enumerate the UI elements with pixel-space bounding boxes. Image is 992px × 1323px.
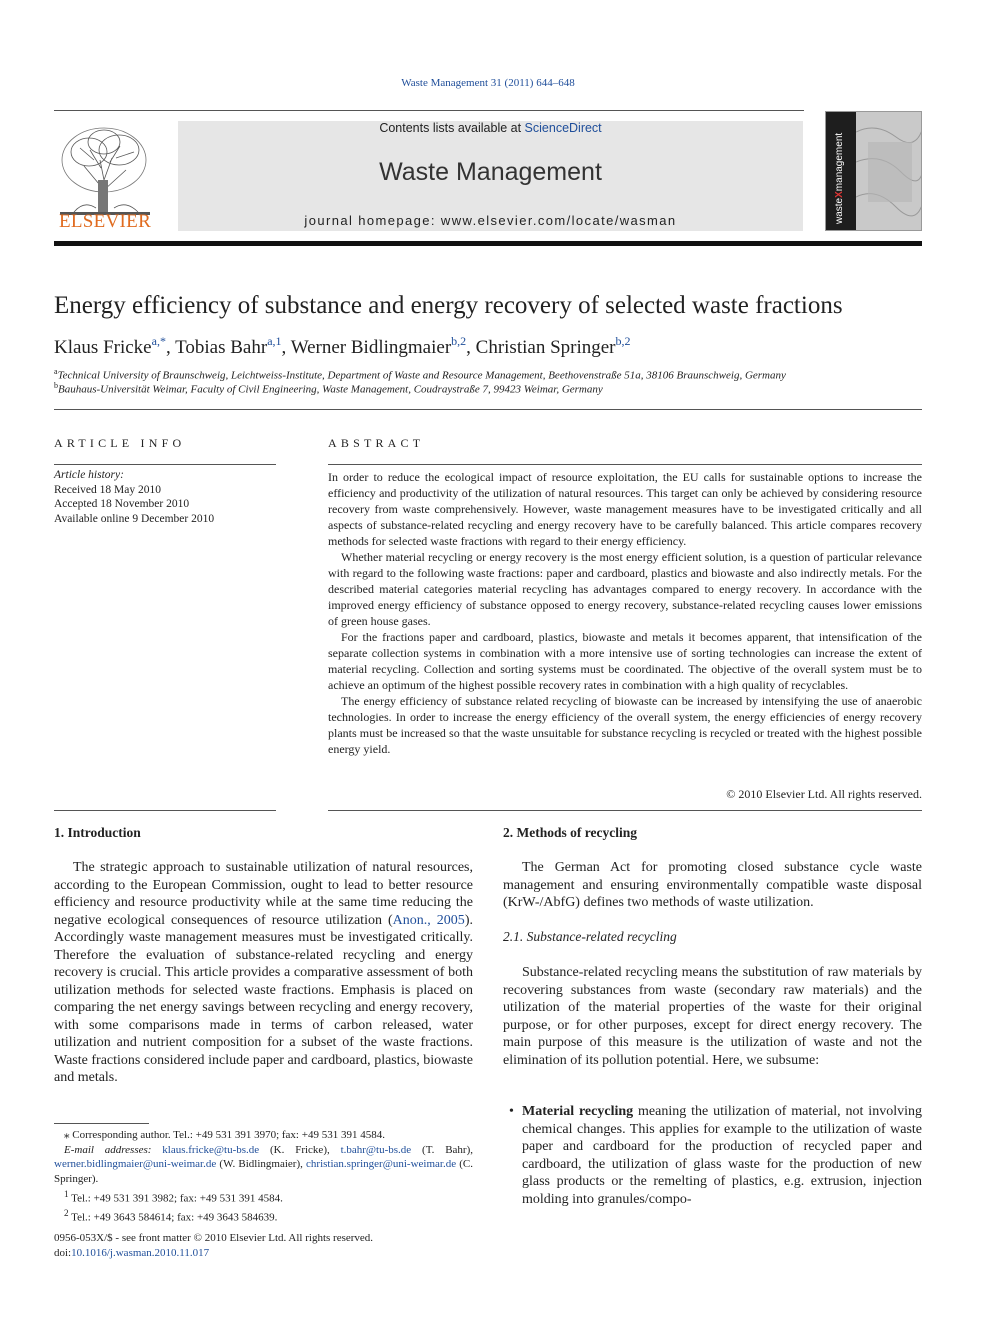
substance-recycling-body (503, 964, 922, 1069)
footnote-1 (54, 1187, 473, 1206)
header-thick-rule (54, 241, 922, 246)
cover-title-part1: waste (834, 197, 845, 224)
doi-prefix: doi: (54, 1246, 72, 1259)
email-link[interactable]: werner.bidlingmaier@uni-weimar.de (54, 1158, 217, 1171)
affiliation-b (54, 381, 922, 396)
affiliation-mark: a (54, 367, 58, 376)
section-heading-methods: 2. Methods of recycling (503, 825, 637, 840)
article-info-rule (54, 464, 276, 465)
reference-link[interactable]: Anon., 2005 (392, 912, 465, 928)
affiliation-mark: b (54, 381, 58, 390)
doi-line (54, 1246, 554, 1261)
intro-text-2: ). Accordingly waste management measures must be investigated critically. Therefore the evaluation of substance-related recycling and energy recovery is crucial. This article provides a comparative assessment of both utilization methods for selected waste fractions. Emphasis is placed on comparing the net energy savings between recycling and energy recovery, with some comparisons made in terms of carbon released, water utilization and nutrient composition for a subset of the waste fractions. Waste fractions considered include paper and cardboard, plastics, biowaste and metals. (54, 912, 473, 1085)
title-rule (54, 409, 922, 410)
affiliation-text: Technical University of Braunschweig, Leichtweiss-Institute, Department of Waste and Resource Management, Beethovenstraße 51a, 38106 Braunschweig, Germany (57, 369, 786, 382)
abstract-copyright: © 2010 Elsevier Ltd. All rights reserved. (726, 787, 922, 801)
issn-doi-block (54, 1231, 554, 1260)
article-info-bottom-rule (54, 810, 276, 811)
intro-text-1: The strategic approach to sustainable utilization of natural resources, according to the European Commission, ought to lead to better resource efficiency and resource productivity while at the same time reducing the negative ecological consequences of resource utilization ( (54, 860, 473, 928)
author-list: Klaus Fricke$^{a,*}$, Tobias Bahr$^{a,1}$, Werner Bidlingmaier$^{b,2}$, Christian Springer$^{b,2}$ (54, 334, 631, 358)
abstract-rule (328, 464, 922, 465)
author-name[interactable]: Werner Bidlingmaier (290, 337, 452, 358)
footnote-rule (54, 1123, 149, 1124)
author-name[interactable]: Christian Springer (475, 337, 616, 358)
email-link[interactable]: t.bahr@tu-bs.de (340, 1143, 412, 1156)
journal-header-box (178, 121, 803, 231)
abstract-body (328, 469, 922, 757)
abstract-bottom-rule (328, 810, 922, 811)
footnote-text: Tel.: +49 531 391 3982; fax: +49 531 391 4584. (71, 1192, 283, 1205)
history-online: Available online 9 December 2010 (54, 512, 215, 525)
subsection-heading-substance-recycling: 2.1. Substance-related recycling (503, 929, 677, 944)
section-heading-introduction: 1. Introduction (54, 825, 141, 840)
footnotes (54, 1128, 473, 1226)
abstract-label: ABSTRACT (328, 436, 425, 450)
footnote-text: Tel.: +49 3643 584614; fax: +49 3643 584639. (71, 1211, 278, 1224)
author-sup[interactable]: a,* (151, 334, 166, 348)
methods-body (503, 859, 922, 912)
bullet-item-material-recycling (522, 1103, 922, 1208)
email-owner: (W. Bidlingmaier), (216, 1158, 307, 1171)
cover-title-part2: management (834, 132, 845, 192)
cover-title: wasteXmanagement (834, 132, 845, 224)
email-label: E-mail addresses: (64, 1143, 152, 1156)
email-owner: (K. Fricke), (259, 1143, 341, 1156)
email-link[interactable]: klaus.fricke@tu-bs.de (162, 1143, 260, 1156)
footnote-mark: 2 (64, 1208, 69, 1219)
history-heading: Article history: (54, 469, 124, 481)
bullet-term: Material recycling (522, 1104, 634, 1119)
author-name[interactable]: Klaus Fricke (54, 337, 152, 358)
article-title: Energy efficiency of substance and energy recovery of selected waste fractions (54, 292, 843, 319)
footnote-mark: 1 (64, 1188, 69, 1199)
introduction-body (54, 859, 473, 1087)
history-accepted: Accepted 18 November 2010 (54, 498, 190, 511)
article-history (54, 468, 276, 526)
abstract-paragraph: In order to reduce the ecological impact of resource exploitation, the EU calls for sustainable options to increase the efficiency and productivity of the utilization of natural resources. This target can only be achieved by considering resource recovery from waste comprehensively. However, waste management measures have to be investigated critically and all aspects of substance-related recycling and energy recovery have to be carefully balanced. This article compares recovery methods for selected waste fractions with regard to their energy efficiency. (328, 470, 922, 548)
footnote-emails (54, 1143, 473, 1187)
author-sup[interactable]: a,1 (267, 334, 282, 348)
footnote-2 (54, 1206, 473, 1225)
methods-paragraph: The German Act for promoting closed substance cycle waste management and ensuring environmentally compatible waste disposal (KrW-/AbfG) defines two methods of waste utilization. (503, 860, 922, 910)
abstract-paragraph: Whether material recycling or energy recovery is the most energy efficient solution, is a question of particular relevance with regard to the following waste fractions: paper and cardboard, plastics and biowaste and also indirectly metals. For the described material categories material recycling has advantages compared to energy recovery. In accordance with the improved energy efficiency of substance opposed to energy recovery, substance-related recycling causes lower emissions of green house gases. (328, 550, 922, 628)
introduction-paragraph (54, 859, 473, 1087)
author-sup[interactable]: b,2 (615, 334, 631, 348)
history-received: Received 18 May 2010 (54, 483, 161, 496)
journal-name: Waste Management (379, 158, 602, 186)
journal-homepage[interactable]: journal homepage: www.elsevier.com/locate/wasman (304, 213, 677, 228)
bullet-text: meaning the utilization of material, not involving chemical changes. This applies for example to the utilization of waste paper and cardboard for the production of recycled paper and cardboard, the utilization of glass waste for the production of new glass products or the remelting of plastics, e.g. extrusion, injection molding into granules/compo- (522, 1104, 922, 1207)
abstract-paragraph: The energy efficiency of substance related recycling of biowaste can be increased by intensifying the use of anaerobic technologies. In order to increase the energy efficiency of the overall system, the energy efficiencies of energy recovery plants must be increased so that the waste unsuitable for substance recycling is recycled or treated with the highest possible energy yield. (328, 694, 922, 756)
author-sup[interactable]: b,2 (451, 334, 467, 348)
bullet-marker: • (509, 1104, 514, 1119)
cover-texture (856, 112, 922, 231)
substance-recycling-paragraph: Substance-related recycling means the substitution of raw materials by recovering substances from waste (secondary raw materials) and the utilization of the material properties of the waste for their original purpose, or for other purposes, except for direct energy recovery. The main purpose of this measure is the utilization of waste and not the elimination of its pollution potential. Here, we subsume: (503, 965, 922, 1068)
affiliation-a (54, 367, 922, 382)
email-owner: (C. Springer). (54, 1158, 474, 1186)
footnote-corresponding: ⁎ Corresponding author. Tel.: +49 531 391 3970; fax: +49 531 391 4584. (64, 1129, 385, 1141)
article-info-label: ARTICLE INFO (54, 436, 186, 450)
author-name[interactable]: Tobias Bahr (175, 337, 268, 358)
sciencedirect-link[interactable]: ScienceDirect (524, 121, 602, 135)
affiliation-text: Bauhaus-Universität Weimar, Faculty of Civil Engineering, Waste Management, Coudraystraße 7, 99423 Weimar, Germany (58, 383, 603, 396)
contents-prefix: Contents lists available at (379, 121, 525, 135)
header-rule (54, 110, 804, 111)
issn-line: 0956-053X/$ - see front matter © 2010 Elsevier Ltd. All rights reserved. (54, 1232, 374, 1244)
journal-cover-image (825, 111, 922, 231)
elsevier-wordmark: ELSEVIER (58, 211, 152, 232)
email-owner: (T. Bahr), (411, 1143, 473, 1156)
email-link[interactable]: christian.springer@uni-weimar.de (306, 1158, 457, 1171)
journal-citation[interactable]: Waste Management 31 (2011) 644–648 (401, 77, 575, 89)
abstract-paragraph: For the fractions paper and cardboard, plastics, biowaste and metals it becomes apparent, that intensification of the separate collection systems in combination with a more intensive use of sorting technologies can increase the extent of material recycling. Collection and sorting systems must be coordinated. The objective of the overall system must be to achieve an optimum of the highest possible recovery rates in combination with a high quality of recyclables. (328, 630, 922, 692)
contents-line (178, 121, 803, 135)
footnote-text: Corresponding author. Tel.: +49 531 391 3970; fax: +49 531 391 4584. (72, 1129, 385, 1141)
doi-link[interactable]: 10.1016/j.wasman.2010.11.017 (71, 1246, 210, 1259)
